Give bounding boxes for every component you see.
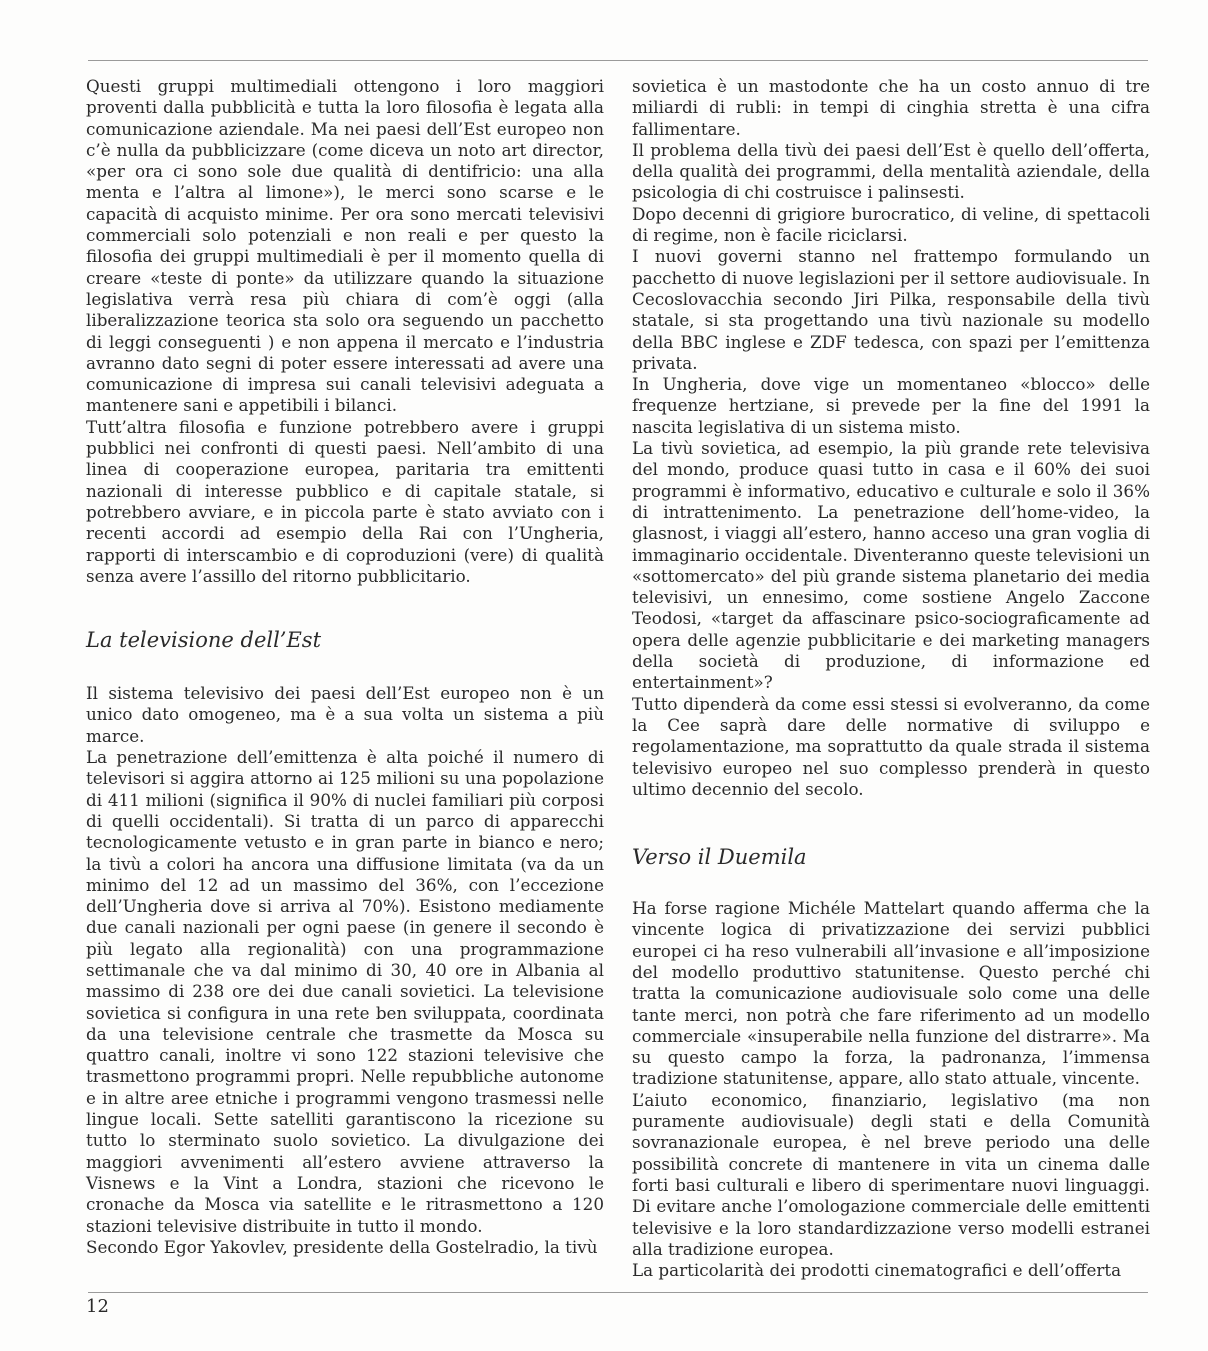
paragraph: Ha forse ragione Michéle Mattelart quando afferma che la vincente logica di privatizzazione dei servizi pubblici europei ci ha reso vulnerabili all’invasione e all’imposizione del modello produttivo statunitense. Questo perché chi tratta la comunicazione audiovisuale solo come una delle tante merci, non potrà che fare riferimento ad un modello commerciale «insuperabile nella funzione del distrarre». Ma su questo campo la forza, la padronanza, l’immensa tradizione statunitense, appare, allo stato attuale, vincente. bbox=[632, 898, 1150, 1089]
paragraph: I nuovi governi stanno nel frattempo formulando un pacchetto di nuove legislazioni per il settore audiovisuale. In Cecoslovacchia secondo Jiri Pilka, responsabile della tivù statale, si sta progettando una tivù nazionale su modello della BBC inglese e ZDF tedesca, con spazi per l’emittenza privata. bbox=[632, 246, 1150, 373]
section-heading-est: La televisione dell’Est bbox=[86, 628, 322, 653]
bottom-rule bbox=[88, 1292, 1148, 1293]
paragraph: Questi gruppi multimediali ottengono i loro maggiori proventi dalla pubblicità e tutta la loro filosofia è legata alla comunicazione aziendale. Ma nei paesi dell’Est europeo non c’è nulla da pubblicizzare (come diceva un noto art director, «per ora ci sono sole due qualità di dentifricio: una alla menta e l’altra al limone»), le merci sono scarse e le capacità di acquisto minime. Per ora sono mercati televisivi commerciali solo potenziali e non reali e per questo la filosofia dei gruppi multimediali è per il momento quella di creare «teste di ponte» da utilizzare quando la situazione legislativa verrà resa più chiara di com’è oggi (alla liberalizzazione teorica sta solo ora seguendo un pacchetto di leggi conseguenti ) e non appena il mercato e l’industria avranno dato segni di poter essere interessati ad avere una comunicazione di impresa sui canali televisivi adeguata a mantenere sani e appetibili i bilanci. bbox=[86, 76, 604, 416]
paragraph: Il problema della tivù dei paesi dell’Est è quello dell’offerta, della qualità dei programmi, della mentalità aziendale, della psicologia di chi costruisce i palinsesti. bbox=[632, 139, 1150, 203]
page-number: 12 bbox=[86, 1296, 109, 1317]
paragraph: Il sistema televisivo dei paesi dell’Est europeo non è un unico dato omogeneo, ma è a sua volta un sistema a più marce. bbox=[86, 683, 604, 746]
paragraph: Secondo Egor Yakovlev, presidente della Gostelradio, la tivù bbox=[86, 1236, 598, 1257]
top-rule bbox=[88, 60, 1148, 61]
paragraph: Tutto dipenderà da come essi stessi si evolveranno, da come la Cee saprà dare delle normative di sviluppo e regolamentazione, ma soprattutto da quale strada il sistema televisivo europeo nel suo complesso prenderà in questo ultimo decennio del secolo. bbox=[632, 693, 1150, 799]
paragraph: L’aiuto economico, finanziario, legislativo (ma non puramente audiovisuale) degli stati e della Comunità sovranazionale europea, è nel breve periodo una delle possibilità concrete di mantenere in vita un cinema dalle forti basi culturali e libero di sperimentare nuovi linguaggi. Di evitare anche l’omologazione commerciale delle emittenti televisive e la loro standardizzazione verso modelli estranei alla tradizione europea. bbox=[632, 1089, 1150, 1259]
section-heading-duemila: Verso il Duemila bbox=[632, 845, 807, 870]
paragraph: Tutt’altra filosofia e funzione potrebbero avere i gruppi pubblici nei confronti di questi paesi. Nell’ambito di una linea di cooperazione europea, paritaria tra emittenti nazionali di interesse pubblico e di capitale statale, si potrebbero avviare, e in piccola parte è stato avviato con i recenti accordi ad esempio della Rai con l’Ungheria, rapporti di interscambio e di coproduzioni (vere) di qualità senza avere l’assillo del ritorno pubblicitario. bbox=[86, 416, 604, 586]
paragraph: La particolarità dei prodotti cinematografici e dell’offerta bbox=[632, 1260, 1122, 1281]
paragraph: sovietica è un mastodonte che ha un costo annuo di tre miliardi di rubli: in tempi di cinghia stretta è una cifra fallimentare. bbox=[632, 76, 1150, 139]
paragraph: La tivù sovietica, ad esempio, la più grande rete televisiva del mondo, produce quasi tutto in casa e il 60% dei suoi programmi è informativo, educativo e culturale e solo il 36% di intrattenimento. La penetrazione dell’home-video, la glasnost, i viaggi all’estero, hanno acceso una gran voglia di immaginario occidentale. Diventeranno queste televisioni un «sottomercato» del più grande sistema planetario dei media televisivi, un ennesimo, come sostiene Angelo Zaccone Teodosi, «target da affascinare psico-sociograficamente ad opera delle agenzie pubblicitarie e dei marketing managers della società di produzione, di informazione ed entertainment»? bbox=[632, 438, 1150, 693]
left-column bbox=[86, 76, 604, 1258]
paragraph: In Ungheria, dove vige un momentaneo «blocco» delle frequenze hertziane, si prevede per la fine del 1991 la nascita legislativa di un sistema misto. bbox=[632, 374, 1150, 437]
right-column bbox=[632, 76, 1150, 1281]
paragraph: Dopo decenni di grigiore burocratico, di veline, di spettacoli di regime, non è facile riciclarsi. bbox=[632, 203, 1150, 246]
paragraph: La penetrazione dell’emittenza è alta poiché il numero di televisori si aggira attorno ai 125 milioni su una popolazione di 411 milioni (significa il 90% di nuclei familiari più corposi di quelli occidentali). Si tratta di un parco di apparecchi tecnologicamente vetusto e in gran parte in bianco e nero; la tivù a colori ha ancora una diffusione limitata (va da un minimo del 12 ad un massimo del 36%, con l’eccezione dell’Ungheria dove si arriva al 70%). Esistono mediamente due canali nazionali per ogni paese (in genere il secondo è più legato alla regionalità) con una programmazione settimanale che va dal minimo di 30, 40 ore in Albania al massimo di 238 ore dei due canali sovietici. La televisione sovietica si configura in una rete ben sviluppata, coordinata da una televisione centrale che trasmette da Mosca su quattro canali, inoltre vi sono 122 stazioni televisive che trasmettono programmi propri. Nelle repubbliche autonome e in altre aree etniche i programmi vengono trasmessi nelle lingue locali. Sette satelliti garantiscono la ricezione su tutto lo sterminato suolo sovietico. La divulgazione dei maggiori avvenimenti all’estero avviene attraverso la Visnews e la Vint a Londra, stazioni che ricevono le cronache da Mosca via satellite e le ritrasmettono a 120 stazioni televisive distribuite in tutto il mondo. bbox=[86, 747, 604, 1236]
